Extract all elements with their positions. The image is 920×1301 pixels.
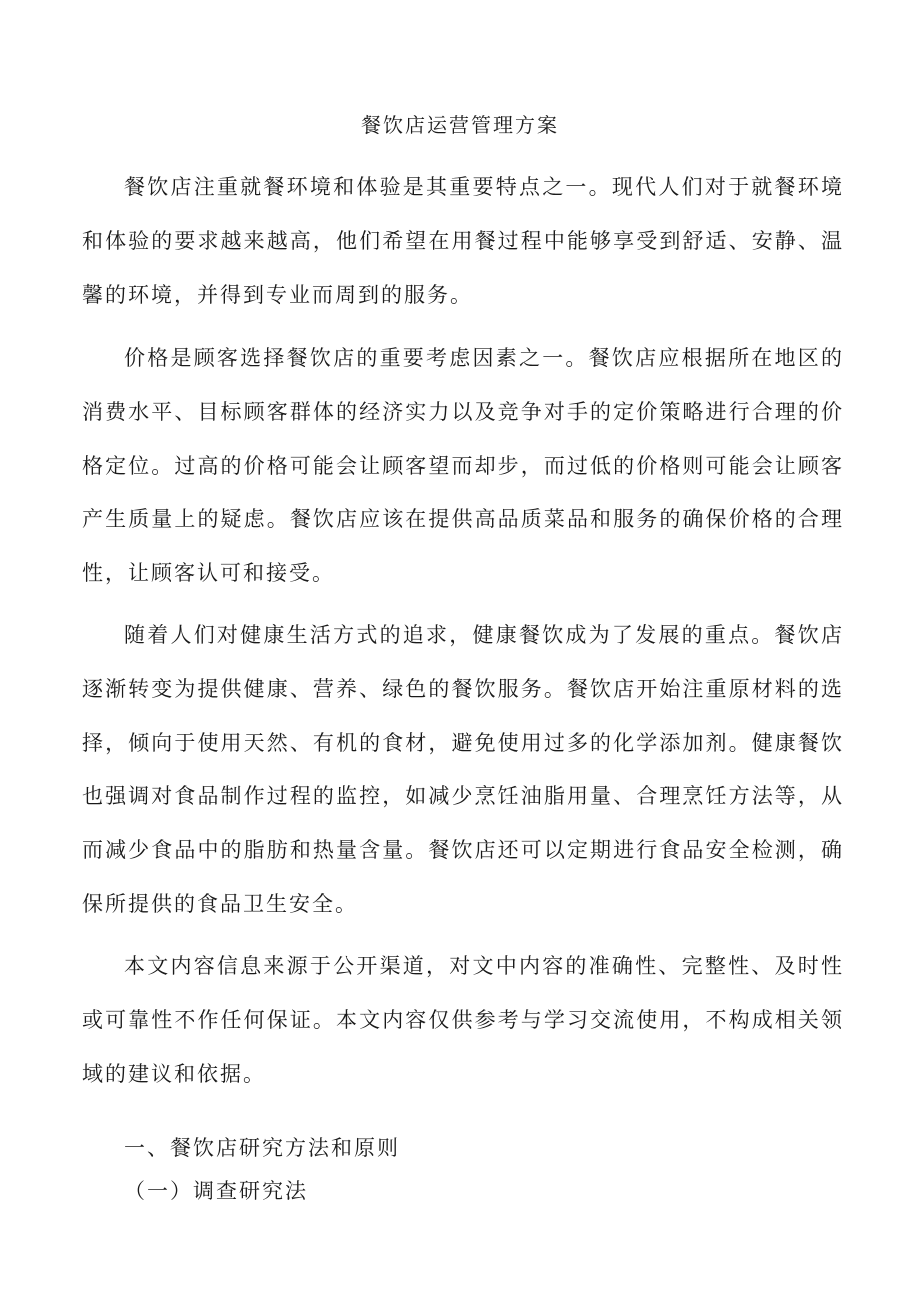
page-title: 餐饮店运营管理方案 [361,113,559,137]
section-heading: 一、餐饮店研究方法和原则 [124,1136,400,1160]
paragraph-pricing: 价格是顾客选择餐饮店的重要考虑因素之一。餐饮店应根据所在地区的消费水平、目标顾客群体的经济实力以及竞争对手的定价策略进行合理的价格定位。过高的价格可能会让顾客望而却步，而过低的价格则可能会让顾客产生质量上的疑虑。餐饮店应该在提供高品质菜品和服务的确保价格的合理性，让顾客认可和接受。 [82,346,844,586]
paragraph-disclaimer: 本文内容信息来源于公开渠道，对文中内容的准确性、完整性、及时性或可靠性不作任何保证。本文内容仅供参考与学习交流使用，不构成相关领域的建议和依据。 [82,954,844,1086]
paragraph-environment: 餐饮店注重就餐环境和体验是其重要特点之一。现代人们对于就餐环境和体验的要求越来越高，他们希望在用餐过程中能够享受到舒适、安静、温馨的环境，并得到专业而周到的服务。 [82,175,844,307]
subsection-heading: （一）调查研究法 [124,1179,308,1203]
paragraph-healthy-dining: 随着人们对健康生活方式的追求，健康餐饮成为了发展的重点。餐饮店逐渐转变为提供健康、营养、绿色的餐饮服务。餐饮店开始注重原材料的选择，倾向于使用天然、有机的食材，避免使用过多的化学添加剂。健康餐饮也强调对食品制作过程的监控，如减少烹饪油脂用量、合理烹饪方法等，从而减少食品中的脂肪和热量含量。餐饮店还可以定期进行食品安全检测，确保所提供的食品卫生安全。 [82,623,844,916]
